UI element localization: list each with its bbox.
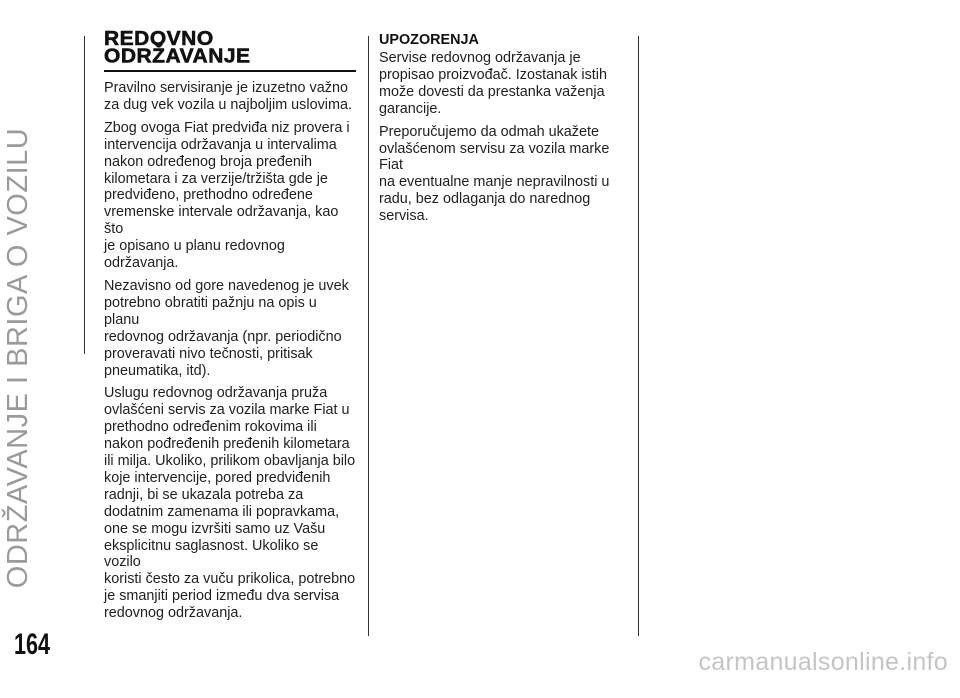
section-title-underline	[104, 70, 356, 72]
warnings-column	[379, 32, 631, 231]
body-paragraph: Nezavisno od gore navedenog je uvek potrebno obratiti pažnju na opis u planu redovnog održavanja (npr. periodično proveravati nivo tečnosti, pritisak pneumatika, itd).	[104, 277, 349, 379]
body-paragraph: Pravilno servisiranje je izuzetno važno za dug vek vozila u najboljim uslovima.	[104, 80, 352, 113]
warning-paragraph: Preporučujemo da odmah ukažete ovlašćenom servisu za vozila marke Fiat na eventualne manje nepravilnosti u radu, bez odlaganja do narednog servisa.	[379, 123, 610, 225]
main-column	[104, 30, 356, 628]
chapter-side-title: ODRŽAVANJE I BRIGA O VOZILU	[2, 127, 34, 589]
warning-paragraph: Servise redovnog održavanja je propisao proizvođač. Izostanak istih može dovesti da prestanka važenja garancije.	[379, 50, 607, 117]
warnings-heading: UPOZORENJA	[379, 32, 479, 48]
side-vertical-rule	[84, 36, 85, 354]
section-title-line-2: ODRŽAVANJE	[104, 45, 251, 67]
page-number: 164	[14, 628, 51, 661]
column-divider	[368, 36, 369, 636]
section-title	[104, 28, 356, 67]
watermark-text: carmanualsonline.info	[698, 648, 948, 676]
body-paragraph: Zbog ovoga Fiat predviđa niz provera i intervencija održavanja u intervalima nakon određenog broja pređenih kilometara i za verzije/tržišta gde je predviđeno, prethodno određene vremenske intervale održavanja, kao što je opisano u planu redovnog održavanja.	[104, 119, 350, 272]
column-divider-right	[638, 36, 639, 636]
section-title-line-1: REDOVNO	[104, 28, 214, 50]
body-paragraph: Uslugu redovnog održavanja pruža ovlašćeni servis za vozila marke Fiat u prethodno određenim rokovima ili nakon pođređenih pređenih kilometara ili milja. Ukoliko, prilikom obavljanja bilo koje intervencije, pored predviđenih radnji, bi se ukazala potreba za dodatnim zamenama ili popravkama, one se mogu izvršiti samo uz Vašu eksplicitnu saglasnost. Ukoliko se vozilo koristi često za vuču prikolica, potrebno je smanjiti period između dva servisa redovnog održavanja.	[104, 385, 356, 622]
